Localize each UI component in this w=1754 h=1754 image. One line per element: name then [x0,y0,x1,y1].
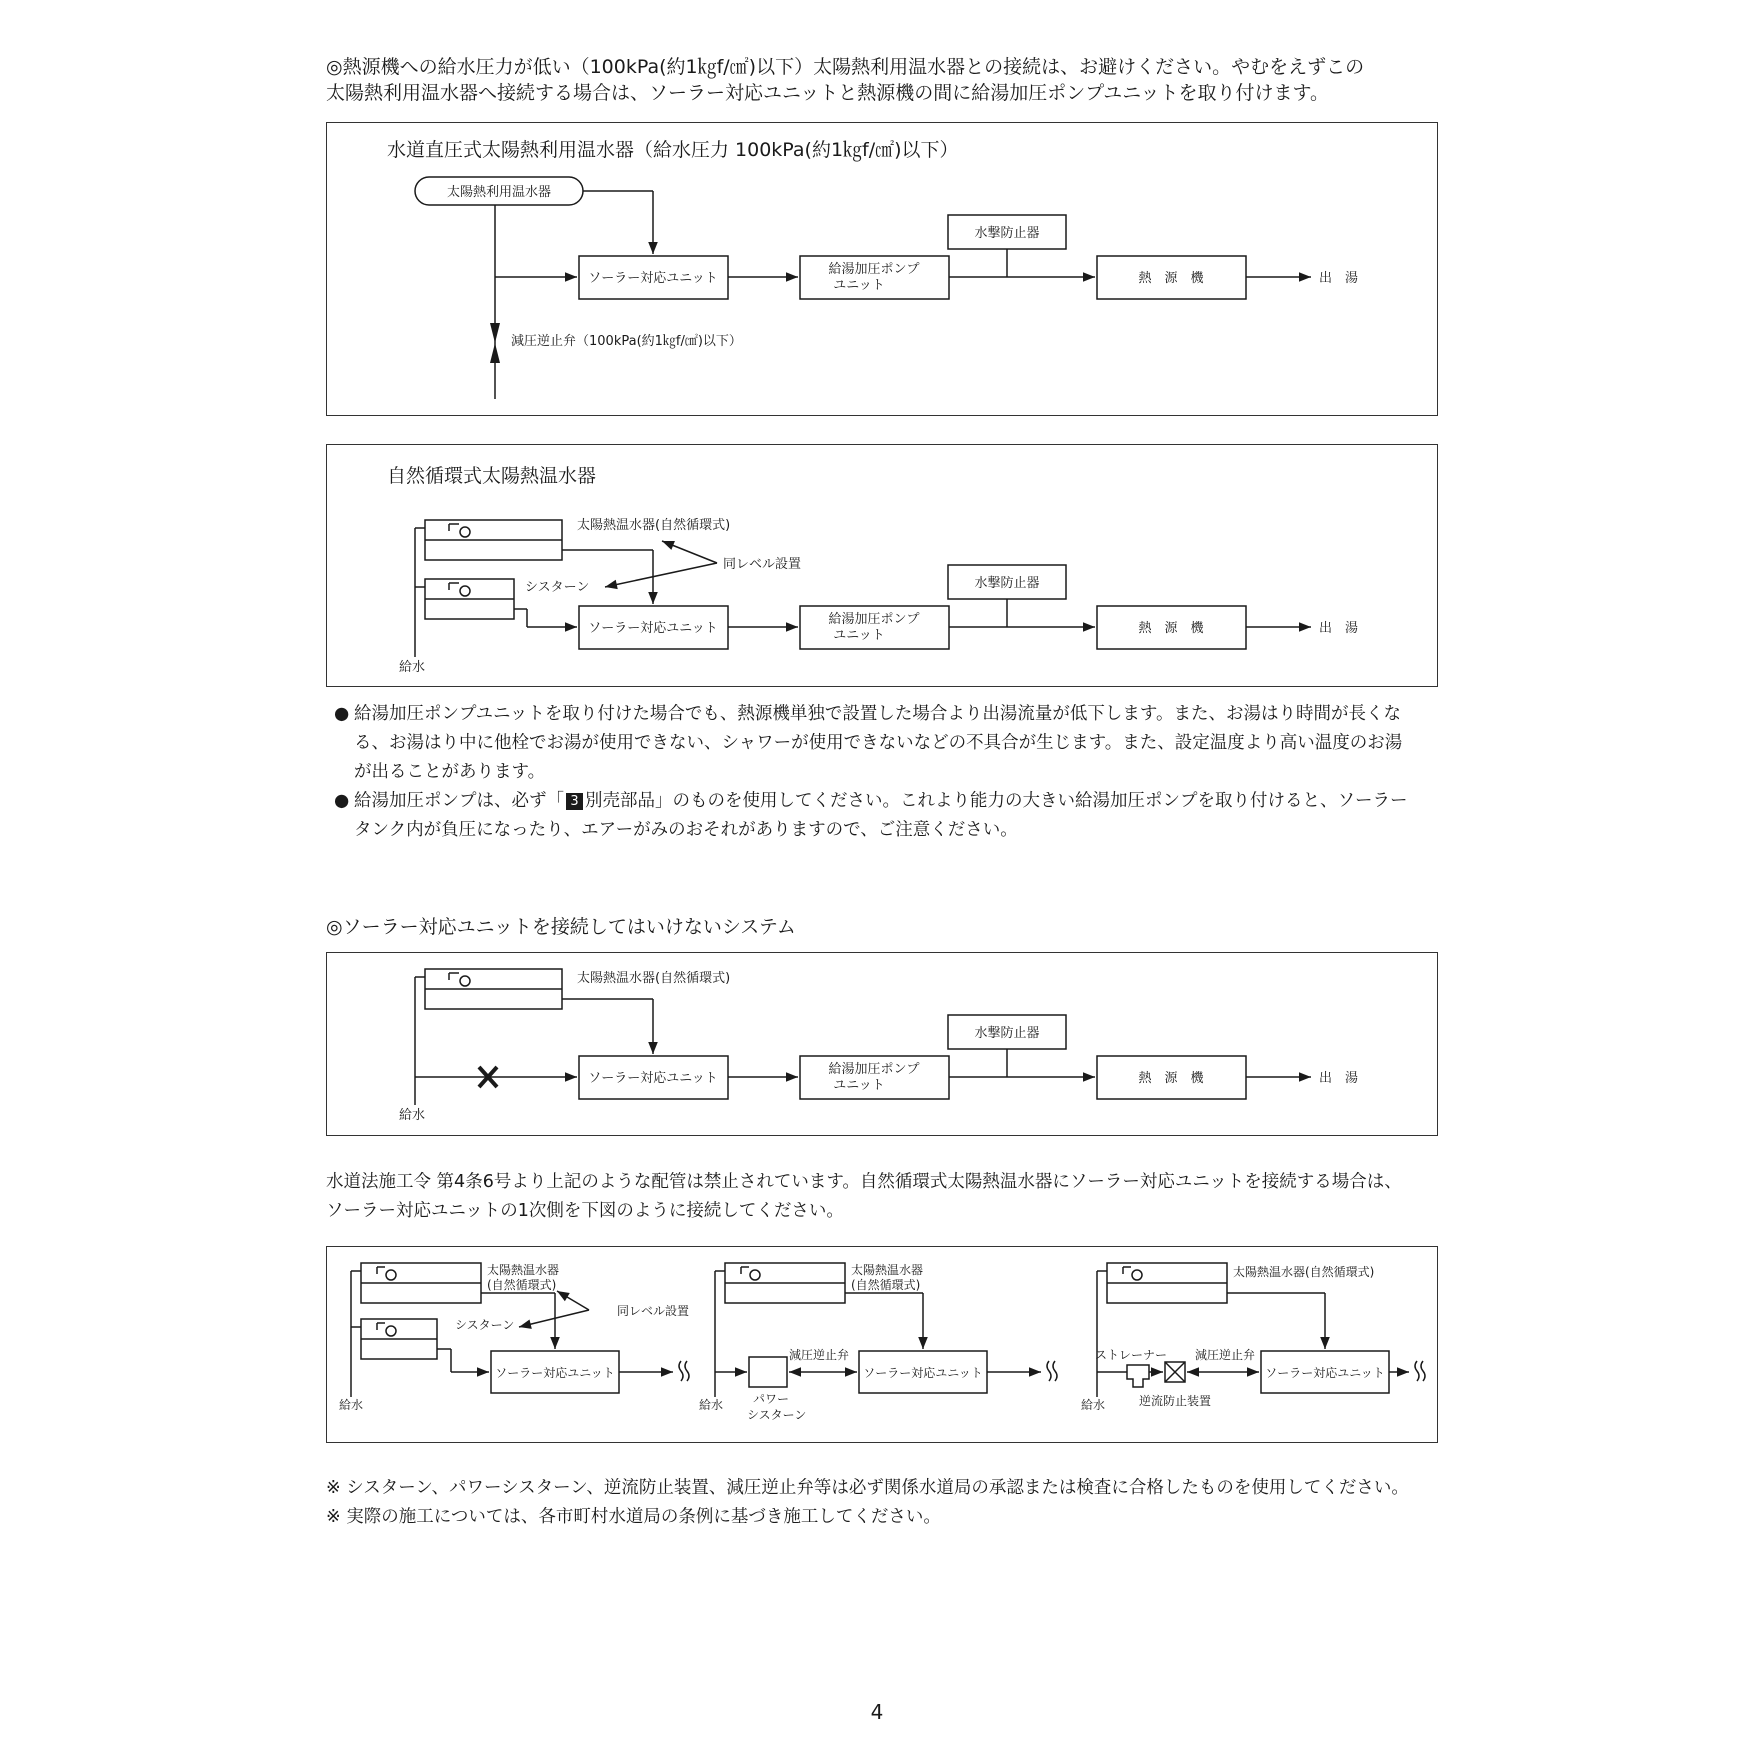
page-number: 4 [870,1700,884,1724]
outlet-label: 出 湯 [1319,271,1359,286]
b-solar-unit-label: ソーラー対応ユニット [863,1366,983,1380]
intro-line-1: ◎熱源機への給水圧力が低い（100kPa(約1㎏f/㎠)以下）太陽熱利用温水器との接続は、お避けください。やむをえずこの [326,56,1365,78]
hammer-label: 水撃防止器 [974,1026,1040,1041]
para-line-2: ソーラー対応ユニットの1次側を下図のように接続してください。 [326,1201,844,1221]
bullet-icon: ● [334,704,350,724]
note-1-line-1: 給湯加圧ポンプユニットを取り付けた場合でも、熱源機単独で設置した場合より出湯流量が低下します。また、お湯はり時間が長くな [354,704,1402,724]
valve-icon [490,323,500,343]
outlet-label: 出 湯 [1319,621,1359,636]
b-supply-label: 給水 [699,1398,724,1412]
diagram-natural-circulation [326,444,1438,687]
b-power-cistern-label-1: パワー [753,1392,790,1406]
footnote-1: ※ シスターン、パワーシスターン、逆流防止装置、減圧逆止弁等は必ず関係水道局の承認または検査に合格したものを使用してください。 [326,1478,1409,1498]
note-2-line-1 [354,787,1444,816]
pump-label-1: 給湯加圧ポンプ [828,1062,920,1077]
heater-label: 太陽熱温水器(自然循環式) [577,971,731,986]
a-supply-label: 給水 [339,1398,364,1412]
pump-label-1: 給湯加圧ポンプ [828,612,920,627]
solar-unit-label: ソーラー対応ユニット [588,1071,718,1086]
valve-label: 減圧逆止弁（100kPa(約1㎏f/㎠)以下） [511,334,742,349]
intro-text [326,54,1456,106]
diagram-title: 水道直圧式太陽熱利用温水器（給水圧力 100kPa(約1㎏f/㎠)以下） [387,139,959,161]
hammer-label: 水撃防止器 [974,226,1040,241]
diagram-title: 自然循環式太陽熱温水器 [387,465,597,487]
footnote-2: ※ 実際の施工については、各市町村水道局の条例に基づき施工してください。 [326,1507,941,1527]
regulation-paragraph [326,1168,1456,1226]
supply-label: 給水 [399,1108,426,1123]
hammer-label: 水撃防止器 [974,576,1040,591]
solar-unit-label: ソーラー対応ユニット [588,621,718,636]
solar-unit-label: ソーラー対応ユニット [588,271,718,286]
bullet-icon: ● [334,791,350,811]
diagram-natural-circulation-svg [327,445,1437,686]
supply-label: 給水 [399,660,426,675]
heat-source-label: 熱 源 機 [1138,1071,1204,1086]
diagram-prohibited-system [326,952,1438,1136]
pump-label-2: ユニット [833,628,885,643]
note-2 [334,787,1444,845]
b-heater-label-1: 太陽熱温水器 [851,1263,924,1277]
a-heater-label-2: (自然循環式) [487,1278,557,1292]
note-1 [334,700,1444,787]
a-heater-label-1: 太陽熱温水器 [487,1263,560,1277]
pump-label-1: 給湯加圧ポンプ [828,262,920,277]
outlet-label: 出 湯 [1319,1071,1359,1086]
footnotes [326,1474,1456,1532]
notes [334,700,1444,845]
c-solar-unit-label: ソーラー対応ユニット [1265,1366,1385,1380]
diagram-prohibited-svg [327,953,1437,1135]
note-1-line-3: が出ることがあります。 [354,762,546,782]
note-2-line-2: タンク内が負圧になったり、エアーがみのおそれがありますので、ご注意ください。 [354,820,1018,840]
pump-label-2: ユニット [833,1078,885,1093]
b-power-cistern-label-2: シスターン [747,1408,807,1422]
para-line-1: 水道法施工令 第4条6号より上記のような配管は禁止されています。自然循環式太陽熱温水器にソーラー対応ユニットを接続する場合は、 [326,1172,1402,1192]
heat-source-label: 熱 源 機 [1138,621,1204,636]
c-supply-label: 給水 [1081,1398,1106,1412]
a-same-level-label: 同レベル設置 [617,1304,690,1318]
intro-line-2: 太陽熱利用温水器へ接続する場合は、ソーラー対応ユニットと熱源機の間に給湯加圧ポンプユニットを取り付けます。 [326,82,1330,104]
a-solar-unit-label: ソーラー対応ユニット [495,1366,615,1380]
a-cistern-label: シスターン [455,1318,515,1332]
diagram-direct-pressure [326,122,1438,416]
heater-label: 太陽熱利用温水器 [446,185,552,200]
note-2-text-a: 給湯加圧ポンプは、必ず「 [354,791,564,811]
c-valve-label: 減圧逆止弁 [1195,1348,1256,1362]
diagram-correct-connections [326,1246,1438,1443]
heater-label: 太陽熱温水器(自然循環式) [577,518,731,533]
cistern-label: シスターン [525,580,590,595]
diagram-direct-pressure-svg [327,123,1437,415]
c-backflow-label: 逆流防止装置 [1139,1394,1212,1408]
b-heater-label-2: (自然循環式) [851,1278,921,1292]
section-heading: ◎ソーラー対応ユニットを接続してはいけないシステム [326,916,796,938]
diagram-correct-svg [327,1247,1437,1442]
pump-label-2: ユニット [833,278,885,293]
heat-source-label: 熱 源 機 [1138,271,1204,286]
c-strainer-label: ストレーナー [1095,1348,1168,1362]
c-heater-label: 太陽熱温水器(自然循環式) [1233,1265,1375,1279]
note-2-text-b: 別売部品」のものを使用してください。これより能力の大きい給湯加圧ポンプを取り付けると、ソーラー [585,791,1408,811]
section-number-badge: 3 [566,793,583,810]
b-valve-label: 減圧逆止弁 [789,1348,850,1362]
same-level-label: 同レベル設置 [723,557,802,572]
note-1-line-2: る、お湯はり中に他栓でお湯が使用できない、シャワーが使用できないなどの不具合が生じます。また、設定温度より高い温度のお湯 [354,733,1403,753]
